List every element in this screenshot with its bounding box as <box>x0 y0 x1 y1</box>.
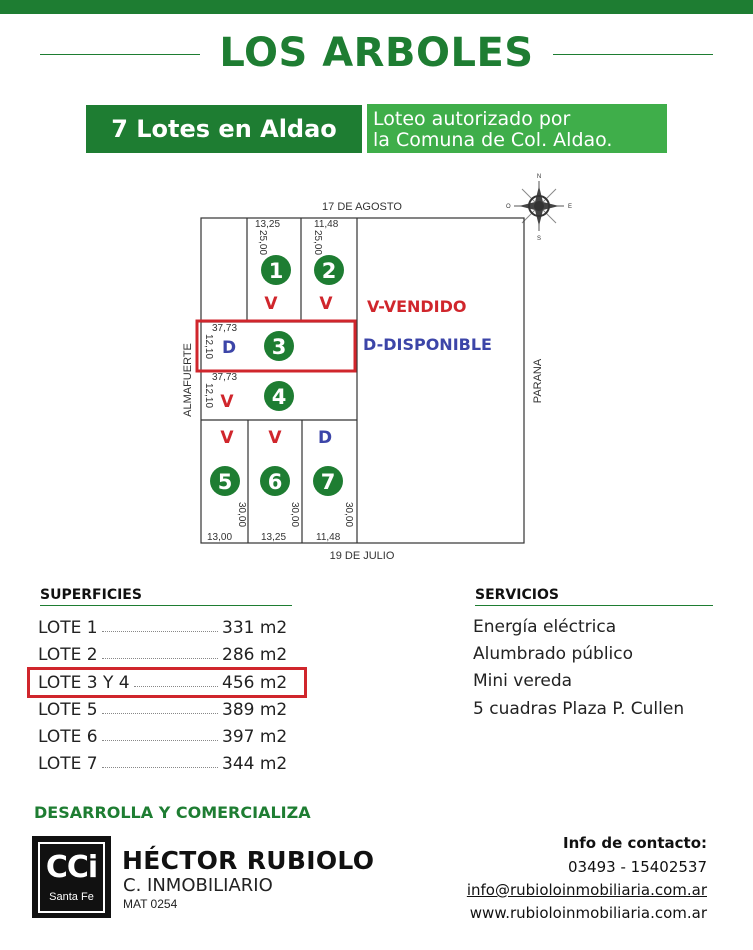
lot-2[interactable] <box>314 255 344 314</box>
contact-phone: 03493 - 15402537 <box>567 858 707 876</box>
contact-web[interactable]: www.rubioloinmobiliaria.com.ar <box>469 904 707 922</box>
superficie-area: 389 m2 <box>222 700 288 720</box>
street-left: ALMAFUERTE <box>182 343 194 417</box>
lot-3-status: D <box>221 338 237 358</box>
superficies-heading: SUPERFICIES <box>40 587 142 603</box>
superficie-row <box>38 751 298 777</box>
superficies-rule <box>40 605 292 606</box>
lot-grid <box>201 218 524 543</box>
compass-icon <box>506 174 572 242</box>
dim-lot3-width: 37,73 <box>212 323 238 334</box>
superficie-area: 344 m2 <box>222 754 288 774</box>
desarrolla-heading: DESARROLLA Y COMERCIALIZA <box>34 803 311 822</box>
superficie-area: 397 m2 <box>222 727 288 747</box>
superficie-leader <box>102 740 218 741</box>
servicios-heading: SERVICIOS <box>475 587 559 603</box>
company-name: HÉCTOR RUBIOLO <box>122 846 375 875</box>
lot-1[interactable] <box>261 255 291 314</box>
lote-3-4-highlight <box>27 667 307 698</box>
dim-lot2-width: 11,48 <box>314 219 339 230</box>
comuna-badge-line2: la Comuna de Col. Aldao. <box>373 129 613 151</box>
dim-lot1-width: 13,25 <box>255 219 281 230</box>
company-mat: MAT 0254 <box>123 897 178 911</box>
dim-lot6-depth: 30,00 <box>289 502 300 528</box>
superficie-lote: LOTE 5 <box>38 700 98 720</box>
lot-6-status: V <box>268 428 282 448</box>
street-right: PARANA <box>532 358 544 404</box>
lot-2-number: 2 <box>321 259 337 283</box>
dim-lot1-depth: 25,00 <box>257 230 268 256</box>
lot-4-status: V <box>220 392 234 412</box>
lot-1-status: V <box>264 294 278 314</box>
dim-lot5-width: 13,00 <box>207 532 233 543</box>
servicios-rule <box>475 605 713 606</box>
dim-lot4-width: 37,73 <box>212 372 238 383</box>
compass-o: O <box>506 204 511 210</box>
servicio-item: Alumbrado público <box>473 644 634 664</box>
superficie-row <box>38 724 298 750</box>
compass-s: S <box>536 236 542 242</box>
superficie-leader <box>102 713 218 714</box>
lot-1-number: 1 <box>268 259 284 283</box>
lot-6[interactable] <box>260 428 290 496</box>
servicio-item: Mini vereda <box>473 671 573 691</box>
dim-lot4-depth: 12,10 <box>203 383 214 409</box>
lot-3[interactable] <box>222 331 294 361</box>
dim-lot7-depth: 30,00 <box>343 502 354 528</box>
lot-6-number: 6 <box>267 470 283 494</box>
dim-lot5-depth: 30,00 <box>236 502 247 528</box>
street-top: 17 DE AGOSTO <box>322 201 402 213</box>
superficie-lote: LOTE 3 Y 4 <box>38 673 130 693</box>
superficie-lote: LOTE 7 <box>38 754 98 774</box>
lot-7-number: 7 <box>320 470 336 494</box>
superficie-area: 286 m2 <box>222 645 288 665</box>
compass-n: N <box>536 174 542 180</box>
superficie-leader <box>102 631 218 632</box>
superficie-area: 331 m2 <box>222 618 288 638</box>
superficie-row <box>38 697 298 723</box>
superficie-area: 456 m2 <box>222 673 288 693</box>
comuna-badge-line1: Loteo autorizado por <box>373 108 571 130</box>
superficie-lote: LOTE 6 <box>38 727 98 747</box>
company-logo-text: CCi <box>45 850 98 885</box>
company-subtitle: C. INMOBILIARIO <box>123 875 273 896</box>
lot-4[interactable] <box>220 381 294 412</box>
superficie-row <box>38 615 298 641</box>
superficie-leader <box>102 658 218 659</box>
superficie-lote: LOTE 2 <box>38 645 98 665</box>
contact-email[interactable]: info@rubioloinmobiliaria.com.ar <box>466 881 707 899</box>
street-bottom: 19 DE JULIO <box>329 550 395 562</box>
servicio-item: 5 cuadras Plaza P. Cullen <box>473 699 685 719</box>
superficie-leader <box>102 767 218 768</box>
servicio-item: Energía eléctrica <box>473 617 617 637</box>
lot-5-status: V <box>220 428 234 448</box>
dim-lot7-width: 11,48 <box>316 532 341 543</box>
dim-lot2-depth: 25,00 <box>312 230 323 256</box>
lot-5[interactable] <box>210 428 240 496</box>
company-logo-sub: Santa Fe <box>49 891 94 903</box>
lot-3-number: 3 <box>271 335 287 359</box>
superficie-row <box>38 642 298 668</box>
dim-lot6-width: 13,25 <box>261 532 287 543</box>
legend-disponible: D-DISPONIBLE <box>363 335 492 354</box>
lot-2-status: V <box>319 294 333 314</box>
compass-e: E <box>568 204 573 210</box>
lot-4-number: 4 <box>271 385 287 409</box>
superficie-lote: LOTE 1 <box>38 618 98 638</box>
page-title: LOS ARBOLES <box>219 30 534 76</box>
lotes-badge-text: 7 Lotes en Aldao <box>111 115 337 143</box>
dim-lot3-depth: 12,10 <box>203 334 214 360</box>
lot-7[interactable] <box>313 428 343 496</box>
contact-heading: Info de contacto: <box>563 834 707 852</box>
lot-5-number: 5 <box>217 470 233 494</box>
company-logo <box>32 836 111 918</box>
legend-vendido: V-VENDIDO <box>367 297 467 316</box>
lot-7-status: D <box>317 428 333 448</box>
company-logo-frame <box>38 842 105 913</box>
